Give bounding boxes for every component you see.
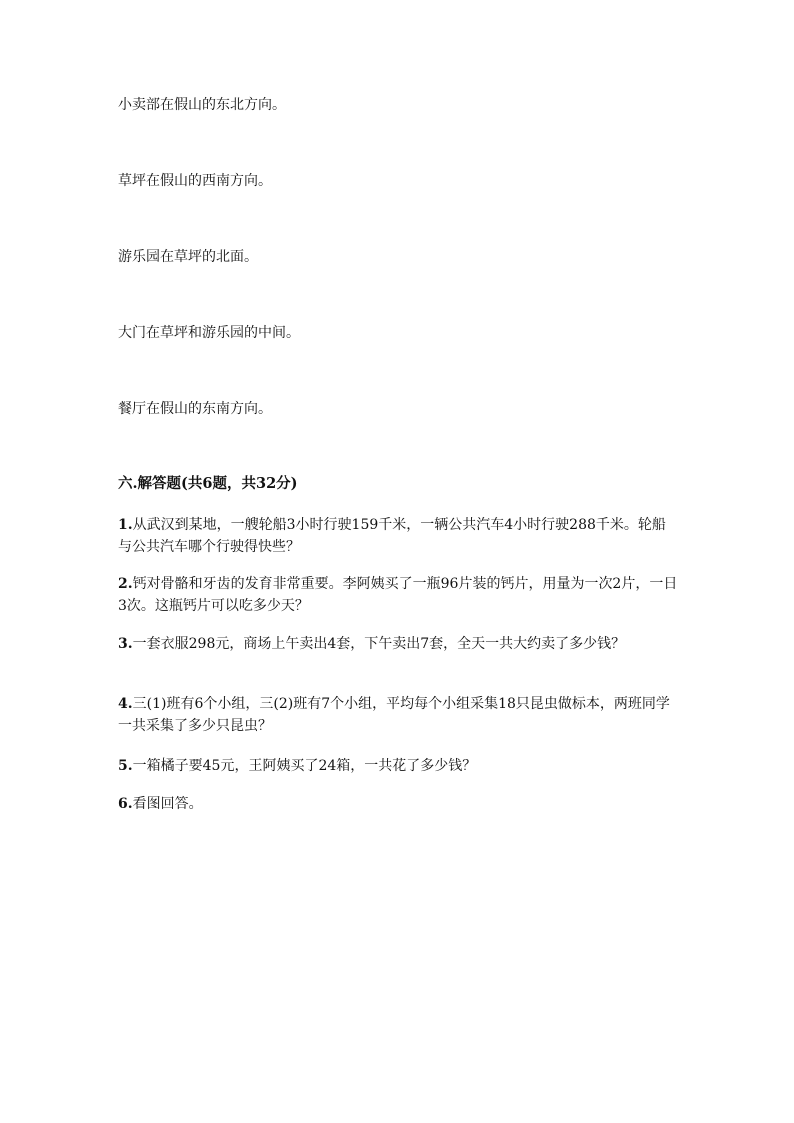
statement-restaurant: 餐厅在假山的东南方向。 — [118, 401, 272, 417]
question-3 — [118, 633, 678, 655]
question-5 — [118, 755, 678, 777]
question-2 — [118, 573, 678, 617]
question-number: 5. — [118, 758, 133, 774]
question-text: 一套衣服298元，商场上午卖出4套，下午卖出7套，全天一共大约卖了多少钱？ — [132, 636, 626, 652]
question-text: 三(1)班有6个小组，三(2)班有7个小组，平均每个小组采集18只昆虫做标本，两班同学一共采集了多少只昆虫？ — [118, 696, 670, 734]
question-number: 1. — [118, 517, 133, 533]
question-text: 钙对骨骼和牙齿的发育非常重要。李阿姨买了一瓶96片装的钙片，用量为一次2片，一日3次。这瓶钙片可以吃多少天？ — [118, 576, 678, 614]
statement-gate: 大门在草坪和游乐园的中间。 — [118, 325, 300, 341]
question-number: 6. — [118, 796, 133, 812]
question-number: 2. — [118, 576, 133, 592]
statement-lawn: 草坪在假山的西南方向。 — [118, 173, 272, 189]
question-text: 从武汉到某地，一艘轮船3小时行驶159千米，一辆公共汽车4小时行驶288千米。轮船与公共汽车哪个行驶得快些？ — [118, 517, 666, 555]
question-6 — [118, 793, 678, 815]
statement-amusement-park: 游乐园在草坪的北面。 — [118, 249, 258, 265]
question-number: 3. — [118, 636, 133, 652]
question-1 — [118, 514, 678, 558]
question-4 — [118, 693, 678, 737]
question-number: 4. — [118, 696, 133, 712]
question-text: 看图回答。 — [132, 796, 203, 812]
question-text: 一箱橘子要45元，王阿姨买了24箱，一共花了多少钱？ — [132, 758, 477, 774]
section-heading: 六.解答题(共6题，共32分) — [118, 475, 298, 492]
statement-snack-shop: 小卖部在假山的东北方向。 — [118, 97, 286, 113]
